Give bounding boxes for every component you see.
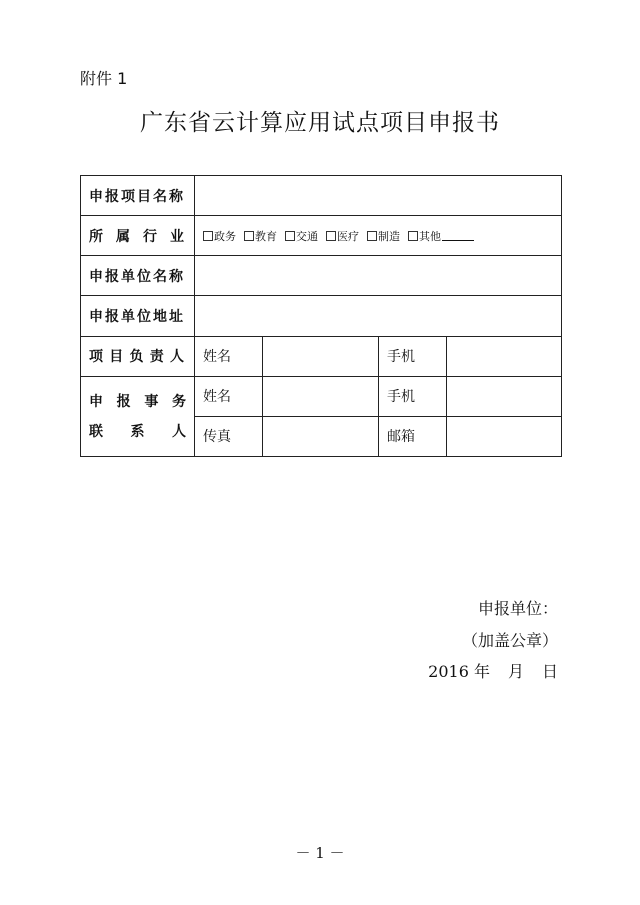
checkbox-icon[interactable]	[285, 231, 295, 241]
checkbox-icon[interactable]	[367, 231, 377, 241]
row-unit-address	[81, 296, 562, 336]
page-number: － 1 －	[295, 844, 345, 862]
unit-name-field[interactable]	[195, 256, 562, 296]
label-char: 人	[170, 349, 186, 366]
label-char: 联	[89, 424, 103, 441]
checkbox-icon[interactable]	[408, 231, 418, 241]
industry-option-label: 教育	[255, 229, 277, 243]
other-blank-line[interactable]	[442, 230, 474, 241]
contact-fax-label: 传真	[195, 416, 263, 456]
attachment-label: 附件 1	[80, 69, 128, 88]
date-year: 2016 年	[428, 662, 490, 681]
label-char: 属	[116, 228, 132, 245]
document-title: 广东省云计算应用试点项目申报书	[140, 110, 500, 136]
project-name-field[interactable]	[195, 176, 562, 216]
industry-option[interactable]	[408, 228, 474, 244]
industry-options	[203, 228, 553, 244]
contact-label-cell	[81, 376, 195, 456]
signature-seal: （加盖公章）	[461, 631, 558, 650]
checkbox-icon[interactable]	[203, 231, 213, 241]
industry-option[interactable]	[244, 228, 277, 244]
application-form-table	[80, 175, 562, 457]
unit-name-label: 申报单位名称	[81, 256, 195, 296]
contact-label-line1	[89, 391, 186, 411]
contact-name-field[interactable]	[263, 376, 379, 416]
industry-option-label: 交通	[296, 229, 318, 243]
row-project-lead	[81, 336, 562, 376]
signature-date	[428, 659, 558, 682]
label-char: 申	[89, 394, 103, 411]
contact-fax-field[interactable]	[263, 416, 379, 456]
industry-option-label: 其他	[419, 229, 441, 243]
label-char: 业	[170, 228, 186, 245]
label-char: 项	[89, 349, 105, 366]
industry-option[interactable]	[285, 228, 318, 244]
project-lead-label	[89, 346, 186, 366]
project-name-label: 申报项目名称	[81, 176, 195, 216]
industry-option[interactable]	[326, 228, 359, 244]
industry-option[interactable]	[367, 228, 400, 244]
signature-unit: 申报单位：	[477, 599, 558, 618]
date-day: 日	[541, 662, 558, 681]
lead-mobile-label: 手机	[379, 336, 447, 376]
contact-email-field[interactable]	[447, 416, 562, 456]
industry-label-cell	[81, 216, 195, 256]
contact-email-label: 邮箱	[379, 416, 447, 456]
row-industry	[81, 216, 562, 256]
row-contact-1	[81, 376, 562, 416]
contact-name-label: 姓名	[195, 376, 263, 416]
label-char: 报	[116, 394, 131, 411]
contact-mobile-label: 手机	[379, 376, 447, 416]
lead-name-field[interactable]	[263, 336, 379, 376]
industry-option-label: 医疗	[337, 229, 359, 243]
label-char: 行	[143, 228, 159, 245]
project-lead-label-cell	[81, 336, 195, 376]
checkbox-icon[interactable]	[326, 231, 336, 241]
label-char: 负	[129, 349, 146, 366]
checkbox-icon[interactable]	[244, 231, 254, 241]
label-char: 人	[172, 424, 186, 441]
label-char: 目	[109, 349, 126, 366]
lead-mobile-field[interactable]	[447, 336, 562, 376]
row-unit-name	[81, 256, 562, 296]
industry-option[interactable]	[203, 228, 236, 244]
contact-mobile-field[interactable]	[447, 376, 562, 416]
industry-options-cell	[195, 216, 562, 256]
date-month: 月	[507, 662, 524, 681]
label-char: 所	[89, 228, 105, 245]
unit-address-field[interactable]	[195, 296, 562, 336]
contact-label-line2	[89, 421, 186, 441]
industry-option-label: 政务	[214, 229, 236, 243]
row-project-name	[81, 176, 562, 216]
industry-label	[89, 226, 186, 246]
label-char: 责	[149, 349, 166, 366]
lead-name-label: 姓名	[195, 336, 263, 376]
label-char: 系	[130, 424, 145, 441]
industry-option-label: 制造	[378, 229, 400, 243]
label-char: 务	[171, 394, 186, 411]
unit-address-label: 申报单位地址	[81, 296, 195, 336]
label-char: 事	[144, 394, 159, 411]
